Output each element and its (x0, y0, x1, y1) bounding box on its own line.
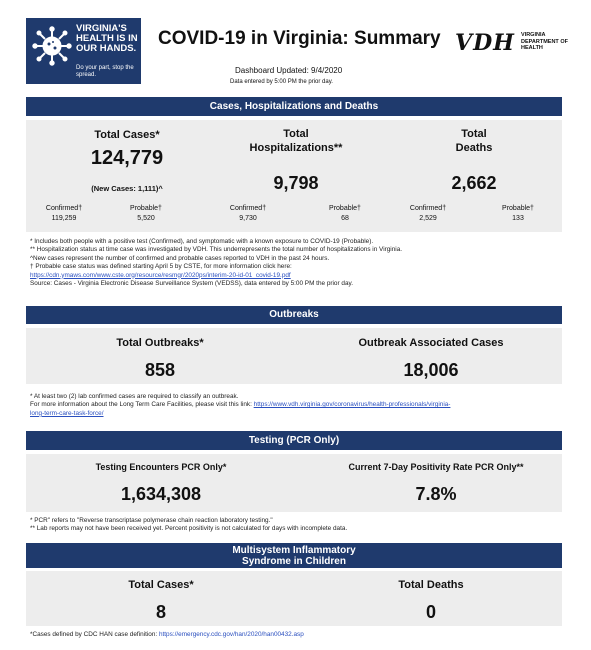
deaths-label-line1: Total (461, 128, 487, 140)
footnote-with-link (30, 401, 570, 409)
hospitalizations-value: 9,798 (273, 173, 319, 193)
outbreaks-section-title: Outbreaks (26, 306, 562, 324)
outbreak-associated-cases-label: Outbreak Associated Cases (358, 337, 504, 349)
badge-tagline: Do your part, stop the spread. (76, 65, 134, 78)
testing-panel (26, 454, 562, 512)
footnote: ** Hospitalization status at time case was investigated by VDH. This underrepresents the total number of hospitalizations in Virginia. (30, 246, 403, 254)
misc-total-deaths-label: Total Deaths (398, 579, 464, 591)
deaths-label-line2: Deaths (455, 142, 493, 154)
cases-panel (26, 120, 562, 232)
footnote-text: For more information about the Long Term Care Facilities, please visit this link: (30, 401, 252, 409)
misc-footnote (30, 631, 570, 639)
footnote: ** Lab reports may not have been received yet. Percent positivity is not calculated for days with incomplete data. (30, 525, 348, 533)
deaths-confirmed-value: 2,529 (419, 215, 437, 222)
data-entered-note: Data entered by 5:00 PM the prior day. (230, 79, 333, 85)
updated-text: Dashboard Updated: 9/4/2020 (235, 66, 343, 75)
misc-section-title (26, 543, 562, 568)
misc-title-line1: Multisystem Inflammatory (232, 545, 356, 556)
positivity-rate-value: 7.8% (415, 484, 457, 504)
badge-headline: VIRGINIA'S HEALTH IS IN OUR HANDS. (76, 23, 138, 54)
deaths-value: 2,662 (451, 173, 497, 193)
hosp-probable-label: Probable† (329, 205, 361, 212)
misc-panel (26, 571, 562, 626)
virginia-health-badge (26, 18, 141, 84)
hospitalizations-label-line1: Total (283, 128, 309, 140)
total-cases-value: 124,779 (90, 147, 164, 169)
testing-encounters-value: 1,634,308 (120, 484, 202, 504)
hosp-confirmed-value: 9,730 (239, 215, 257, 222)
total-outbreaks-value: 858 (144, 360, 176, 380)
total-outbreaks-label: Total Outbreaks* (116, 337, 204, 349)
virus-icon (32, 26, 72, 66)
vdh-logo-mark: VDH (455, 30, 515, 56)
testing-section-title: Testing (PCR Only) (26, 431, 562, 450)
cdc-han-link[interactable]: https://emergency.cdc.gov/han/2020/han00432.asp (158, 631, 304, 638)
hosp-confirmed-label: Confirmed† (229, 205, 267, 212)
footnote-text: *Cases defined by CDC HAN case definition: (30, 631, 158, 638)
cases-probable-value: 5,520 (137, 215, 155, 222)
footnote: ^New cases represent the number of confirmed and probable cases reported to VDH in the past 24 hours. (30, 254, 330, 262)
outbreaks-panel (26, 328, 562, 384)
testing-footnotes (30, 517, 570, 534)
testing-encounters-label: Testing Encounters PCR Only* (95, 462, 227, 472)
outbreak-associated-cases-value: 18,006 (403, 360, 459, 380)
page-title: COVID-19 in Virginia: Summary (158, 28, 441, 49)
footnote: † Probable case status was defined starting April 5 by CSTE, for more information click here: (30, 263, 292, 271)
misc-total-deaths-value: 0 (425, 602, 436, 622)
ltc-link[interactable]: https://www.vdh.virginia.gov/coronavirus/health-professionals/virginia- (253, 401, 451, 409)
footnote: * PCR" refers to "Reverse transcriptase polymerase chain reaction laboratory testing." (30, 517, 273, 524)
cases-probable-label: Probable† (130, 205, 162, 212)
source-note: Source: Cases - Virginia Electronic Disease Surveillance System (VEDSS), data entered by 5:00 PM the prior day. (30, 280, 353, 288)
footnote: * Includes both people with a positive test (Confirmed), and symptomatic with a known exposure to COVID-19 (Probable). (30, 238, 374, 245)
hosp-probable-value: 68 (341, 215, 349, 222)
new-cases-text: (New Cases: 1,111)^ (91, 184, 163, 193)
cste-link[interactable]: https://cdn.ymaws.com/www.cste.org/resource/resmgr/2020ps/interim-20-id-01_covid-19.pdf (30, 271, 291, 279)
vdh-logo (455, 30, 568, 60)
footnote: * At least two (2) lab confirmed cases are required to classify an outbreak. (30, 393, 239, 400)
cases-confirmed-value: 119,259 (51, 215, 77, 222)
cases-section-title: Cases, Hospitalizations and Deaths (26, 97, 562, 116)
outbreaks-footnotes (30, 393, 570, 418)
page-header (0, 0, 591, 96)
hospitalizations-label-line2: Hospitalizations** (249, 142, 343, 154)
cases-footnotes (30, 238, 570, 288)
cases-confirmed-label: Confirmed† (45, 205, 83, 212)
deaths-probable-label: Probable† (502, 205, 534, 212)
positivity-rate-label: Current 7-Day Positivity Rate PCR Only** (348, 462, 524, 472)
misc-title-line2: Syndrome in Children (242, 556, 346, 567)
misc-total-cases-value: 8 (155, 602, 166, 622)
misc-total-cases-label: Total Cases* (128, 579, 194, 591)
total-cases-label: Total Cases* (94, 129, 160, 141)
ltc-link-continued[interactable]: long-term-care-task-force/ (30, 409, 104, 417)
deaths-confirmed-label: Confirmed† (409, 205, 447, 212)
deaths-probable-value: 133 (512, 215, 524, 222)
vdh-logo-subtitle: VIRGINIA DEPARTMENT OF HEALTH (521, 32, 568, 51)
